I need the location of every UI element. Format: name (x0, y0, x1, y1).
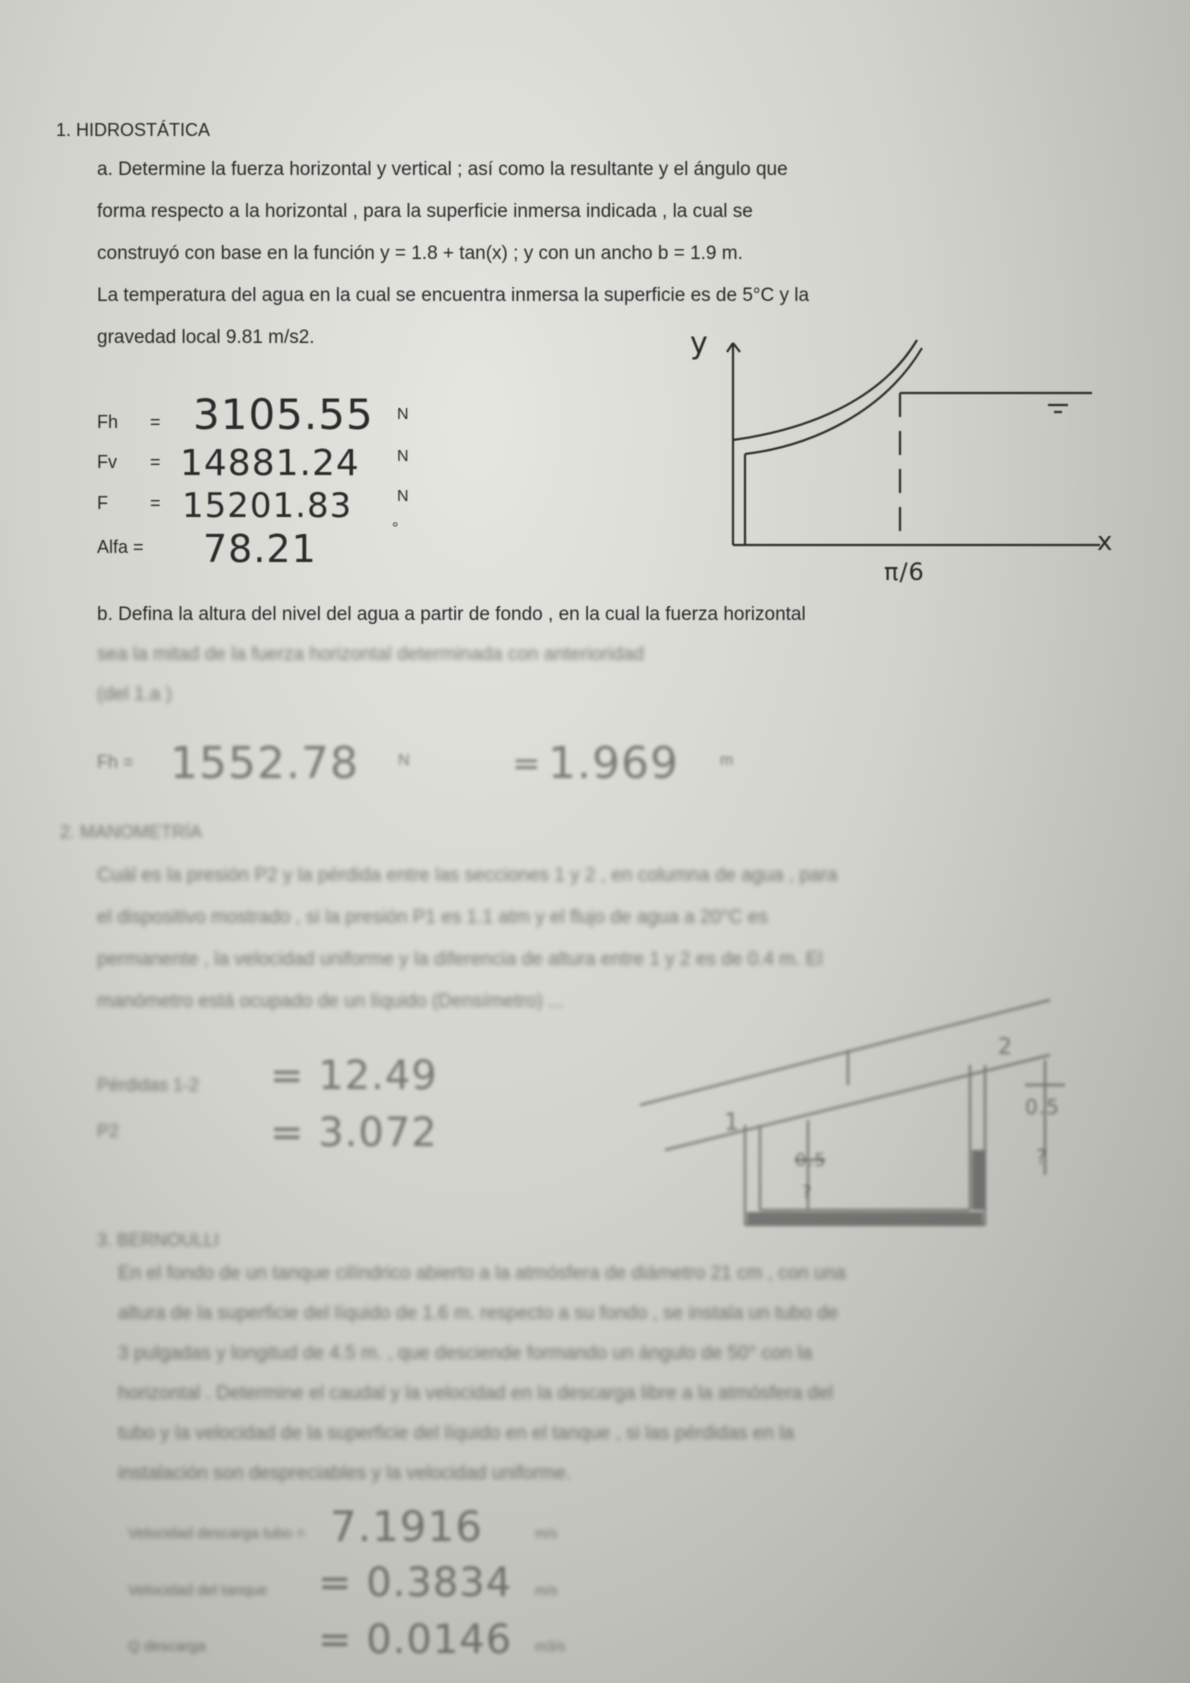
curved-surface-outer (733, 340, 917, 440)
question-2-line-1: Cuál es la presión P2 y la pérdida entre las secciones 1 y 2 , en columna de agua , para (97, 865, 838, 886)
section-1-marker: 1 (724, 1108, 741, 1136)
tank-velocity-label: Velocidad del tanque (128, 1582, 268, 1599)
question-2-line-2: el dispositivo mostrado , si la presión P1 es 1.1 atm y el flujo de agua a 20°C es (97, 907, 768, 928)
dim-top-value: 0.5 (795, 1150, 827, 1171)
fh-value: 3105.55 (193, 390, 374, 439)
fh-label: Fh (97, 412, 119, 432)
flow-rate-label: Q descarga (128, 1638, 206, 1655)
question-1a-line-5: gravedad local 9.81 m/s2. (97, 327, 315, 348)
losses-label: Pérdidas 1-2 (97, 1075, 200, 1095)
question-3-line-1: En el fondo de un tanque cilíndrico abierto a la atmósfera de diámetro 21 cm , con una (118, 1263, 846, 1284)
question-1a-line-2: forma respecto a la horizontal , para la superficie inmersa indicada , la cual se (97, 201, 753, 222)
section-2-heading: 2. MANOMETRÍA (60, 822, 203, 842)
p2-value: = 3.072 (270, 1110, 438, 1156)
fh-unit: N (397, 406, 409, 423)
fh-half-label: Fh = (97, 752, 134, 772)
question-1a-line-1: a. Determine la fuerza horizontal y vertical ; así como la resultante y el ángulo que (97, 159, 788, 180)
fh-half-value: 1552.78 (170, 738, 359, 789)
y-axis-label: y (690, 326, 709, 361)
fv-unit: N (397, 448, 409, 465)
question-1b-line-1: b. Defina la altura del nivel del agua a partir de fondo , en la cual la fuerza horizontal (97, 604, 806, 625)
section-2-marker: 2 (998, 1035, 1013, 1060)
fh-equals: = (150, 412, 161, 432)
pipe-top-wall (640, 1000, 1050, 1105)
fv-value: 14881.24 (180, 443, 360, 484)
section-1-heading: 1. HIDROSTÁTICA (56, 120, 211, 140)
question-3-line-6: instalación son despreciables y la velocidad uniforme. (118, 1463, 572, 1484)
curved-surface-inner (745, 348, 922, 454)
question-1a-line-3: construyó con base en la función y = 1.8 + tan(x) ; y con un ancho b = 1.9 m. (97, 243, 743, 264)
fv-label: Fv (97, 452, 117, 472)
dim-top-unit: ? (802, 1182, 813, 1203)
water-height-prefix: = (512, 744, 542, 784)
p2-label: P2 (97, 1121, 120, 1141)
dim-right-value: 0.5 (1025, 1095, 1060, 1119)
tube-velocity-unit: m/s (535, 1525, 558, 1541)
tube-velocity-label: Velocidad descarga tubo = (128, 1525, 306, 1542)
f-equals: = (150, 493, 161, 513)
alfa-value: 78.21 (203, 527, 317, 571)
alfa-unit: ° (392, 520, 399, 537)
question-1b-line-3: (del 1.a ) (97, 684, 172, 705)
fv-equals: = (150, 452, 161, 472)
alfa-label: Alfa = (97, 537, 144, 557)
question-1a-line-4: La temperatura del agua en la cual se encuentra inmersa la superficie es de 5°C y la (97, 285, 810, 306)
tank-velocity-value: = 0.3834 (318, 1560, 513, 1606)
question-3-line-5: tubo y la velocidad de la superficie del líquido en el tanque , si las pérdidas en la (118, 1423, 794, 1444)
flow-rate-value: = 0.0146 (318, 1617, 513, 1663)
x-axis-label: x (1097, 527, 1114, 557)
f-label: F (97, 493, 108, 513)
tank-velocity-unit: m/s (535, 1582, 558, 1598)
question-1b-line-2: sea la mitad de la fuerza horizontal determinada con anterioridad (97, 644, 645, 665)
question-2-line-3: permanente , la velocidad uniforme y la diferencia de altura entre 1 y 2 es de 0.4 m. El (97, 949, 823, 970)
losses-value: = 12.49 (270, 1053, 438, 1099)
section-3-heading: 3. BERNOULLI (97, 1230, 220, 1250)
question-3-line-3: 3 pulgadas y longitud de 4.5 m. , que desciende formando un ángulo de 50° con la (118, 1343, 813, 1364)
pipe-bottom-wall (665, 1055, 1050, 1150)
dim-right-unit: ? (1036, 1145, 1048, 1169)
f-value: 15201.83 (182, 486, 353, 526)
question-3-line-4: horizontal . Determine el caudal y la velocidad en la descarga libre a la atmósfera del (118, 1383, 834, 1404)
question-2-line-4: manómetro está ocupado de un líquido (Densímetro) ... (97, 991, 564, 1012)
flow-rate-unit: m3/s (535, 1638, 566, 1654)
f-unit: N (397, 488, 409, 505)
water-height-value: 1.969 (548, 738, 679, 789)
water-height-unit: m (720, 752, 734, 769)
x-tick-label: π/6 (884, 558, 925, 586)
question-3-line-2: altura de la superficie del líquido de 1.6 m. respecto a su fondo , se instala un tubo de (118, 1303, 839, 1324)
tube-velocity-value: 7.1916 (330, 1502, 483, 1551)
fh-half-unit: N (398, 752, 410, 769)
